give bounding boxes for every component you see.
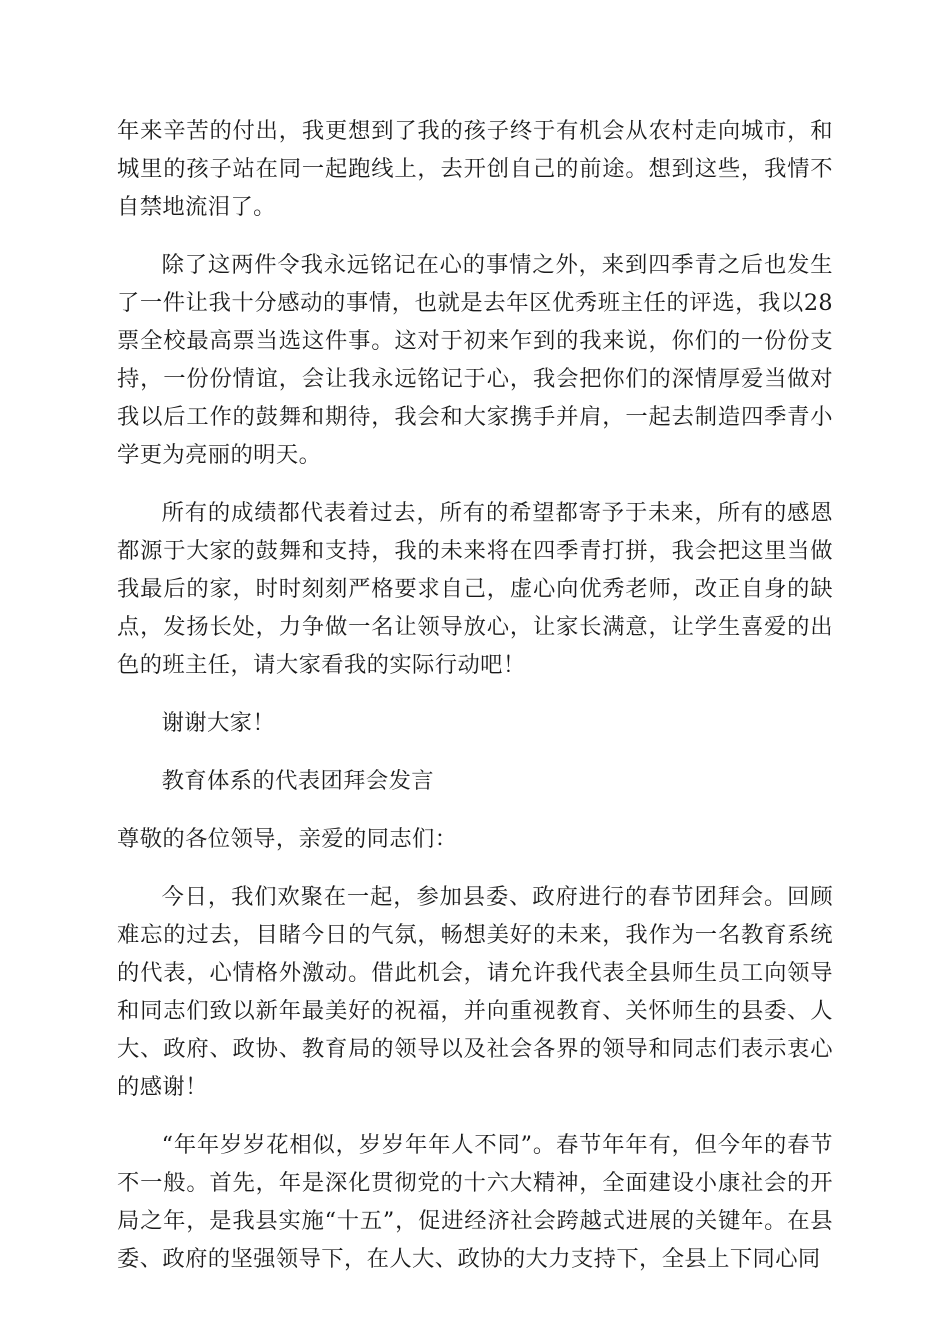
section-title: 教育体系的代表团拜会发言 bbox=[161, 768, 434, 794]
salutation: 尊敬的各位领导，亲爱的同志们： bbox=[117, 826, 458, 852]
paragraph-new-year: “年年岁岁花相似，岁岁年年人不同”。春节年年有，但今年的春节不一般。首先，年是深化贯彻党的十六大精神，全面建设小康社会的开局之年，是我县实施“十五”，促进经济社会跨越式进展的关键年。在县委、政府的坚强领导下，在人大、政协的大力支持下，全县上下同心同 bbox=[117, 1132, 833, 1272]
paragraph-future-pledge: 所有的成绩都代表着过去，所有的希望都寄予于未来，所有的感恩都源于大家的鼓舞和支持，我的未来将在四季青打拼，我会把这里当做我最后的家，时时刻刻严格要求自己，虚心向优秀老师，改正自身的缺点，发扬长处，力争做一名让领导放心，让家长满意，让学生喜爱的出色的班主任，请大家看我的实际行动吧！ bbox=[117, 500, 833, 678]
paragraph-award-story: 除了这两件令我永远铭记在心的事情之外，来到四季青之后也发生了一件让我十分感动的事情，也就是去年区优秀班主任的评选，我以28票全校最高票当选这件事。这对于初来乍到的我来说，你们的一份份支持，一份份情谊，会让我永远铭记于心，我会把你们的深情厚爱当做对我以后工作的鼓舞和期待，我会和大家携手并肩，一起去制造四季青小学更为亮丽的明天。 bbox=[117, 252, 833, 468]
paragraph-thanks: 谢谢大家！ bbox=[161, 710, 276, 736]
document-page bbox=[117, 112, 833, 1298]
paragraph-opening: 今日，我们欢聚在一起，参加县委、政府进行的春节团拜会。回顾难忘的过去，目睹今日的气氛，畅想美好的未来，我作为一名教育系统的代表，心情格外激动。借此机会，请允许我代表全县师生员工向领导和同志们致以新年最美好的祝福，并向重视教育、关怀师生的县委、人大、政府、政协、教育局的领导以及社会各界的领导和同志们表示衷心的感谢！ bbox=[117, 884, 833, 1100]
paragraph-continuation: 年来辛苦的付出，我更想到了我的孩子终于有机会从农村走向城市，和城里的孩子站在同一起跑线上，去开创自己的前途。想到这些，我情不自禁地流泪了。 bbox=[117, 118, 833, 220]
